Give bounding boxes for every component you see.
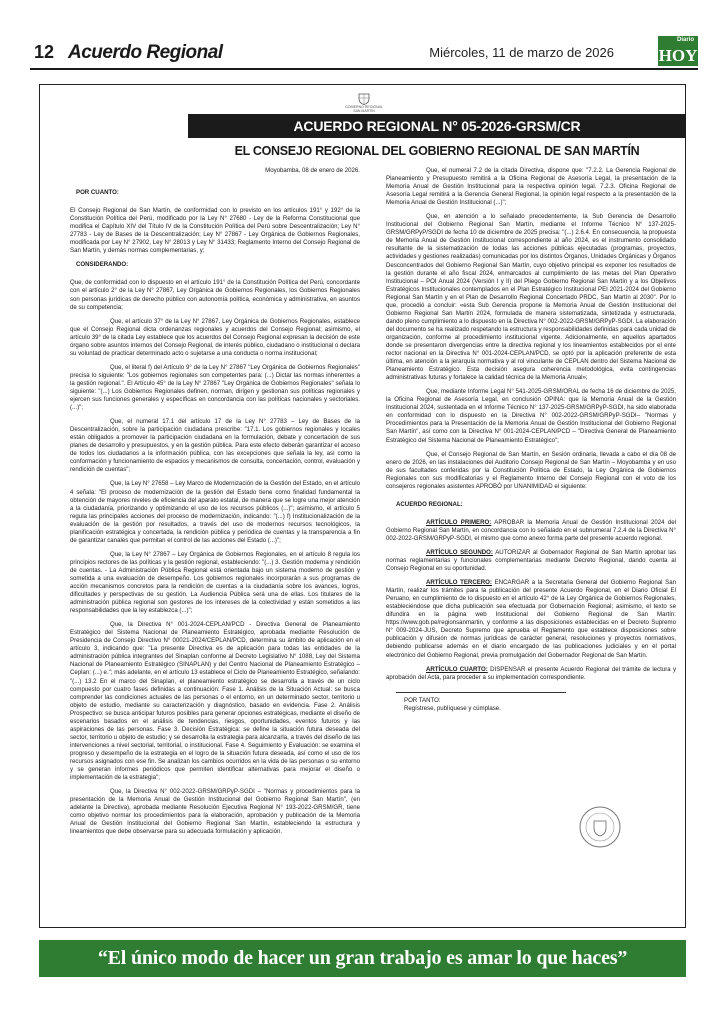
- section-title: Acuerdo Regional: [68, 42, 223, 63]
- paragraph: Que, el artículo 37° de la Ley N° 27867, Ley Orgánica de Gobiernos Regionales, establece que el Consejo Regional dicta ordenanzas regionales y acuerdos del Consejo Regional; asimismo, el artículo 39° de la citada Ley establece que los acuerdos del Consejo Regional expresan la decisión de este órgano sobre asuntos internos del Consejo Regional, de interés público, ciudadano o institucional o declara su voluntad de practicar determinado acto o sujetarse a una conducta o norma institucional;: [70, 317, 360, 357]
- paragraph: Que, en atención a lo señalado precedentemente, la Sub Gerencia de Desarrollo Institucional del Gobierno Regional San Martín, mediante el Informe Técnico N° 137-2025-GRSM/GRPyP/SGDI de fecha 10 de diciembre de 2025 precisa: "(...) 2.6.4. En consecuencia, la propuesta de Memoria Anual de Gestión Institucional correspondiente al año 2024, es el instrumento consolidado resultante de la sistematización de todas las acciones públicas ejecutadas (programas, proyectos, actividades y gestiones realizadas) comunicadas por los distintos Órganos, Unidades Orgánicas y Órganos Desconcentrados del Gobierno Regional San Martín, cuyo objetivo principal es exponer los resultados de la gestión durante el año fiscal 2024, enmarcados al cumplimiento de las metas del Plan Operativo Institucional – POI Anual 2024 (Versión I y II) del Pliego Gobierno Regional San Martín y a los Objetivos Estratégicos Institucionales contemplados en el Plan Estratégico Institucional PEI 2021-2024 del Gobierno Regional San Martín y en el Plan de Desarrollo Regional Concertado PRDC, San Martín al 2030". Por lo que, procedió a concluir: «esta Sub Gerencia propone la Memoria Anual de Gestión Institucional del Gobierno Regional San Martín 2024, formulada de manera sistematizada, sintetizada y estructurada, dando pleno cumplimiento a lo dispuesto en la Directiva N° 002-2022-GRSM/GRPyP-SGDI. La elaboración del documento se ha realizado respetando la estructura y responsabilidades definidas para cada unidad de organización, conforme al procedimiento institucional vigente. Adicionalmente, en aquellos apartados donde se presentaron divergencias entre la directiva regional y los lineamientos establecidos por el ente rector nacional en la Directiva N° 001-2024-CEPLAN/PCD, se optó por la aplicación preferente de esta última, en atención a la jerarquía normativa y al rol vinculante de CEPLAN dentro del Sistema Nacional de Planeamiento Estratégico. Esta decisión asegura coherencia metodológica, evita contingencias administrativas futuras y fortalece la calidad técnica de la Memoria Anual»;: [386, 213, 676, 382]
- paragraph: Que, el numeral 17.1 del artículo 17 de la Ley N° 27783 – Ley de Bases de la Descentralización, sobre la participación ciudadana prescribe: "17.1. Los gobiernos regionales y locales están obligados a promover la participación ciudadana en la formulación, debate y concertación de sus planes de desarrollo y presupuestos, y en la gestión pública. Para este efecto deberán garantizar el acceso de todos los ciudadanos a la información pública, con las excepciones que señala la ley, así como la conformación y funcionamiento de espacios y mecanismos de consulta, concertación, control, evaluación y rendición de cuentas";: [70, 418, 360, 474]
- paragraph: Que, la Directiva N° 001-2024-CEPLAN/PCD - Directiva General de Planeamiento Estratégico del Sistema Nacional de Planeamiento Estratégico, aprobada mediante Resolución de Presidencia de Consejo Directivo N° 00021-2024/CEPLAN/PCD, determina su ámbito de aplicación en el artículo 3, indicando que: "La presente Directiva es de aplicación para todas las entidades de la administración pública integrantes del Sinaplan conforme al Decreto Legislativo N° 1088, Ley del Sistema Nacional de Planeamiento Estratégico (SINAPLAN) y del Centro Nacional de Planeamiento Estratégico – Ceplan: (...) e."; más adelante, en el artículo 13 establece el Ciclo de Planeamiento Estratégico, señalando: "(...) 13.2 En el marco del Sinaplan, el planeamiento estratégico se desarrolla a través de un ciclo compuesto por cuatro fases definidas a continuación: Fase 1. Análisis de la Situación Actual: se busca comprender las condiciones actuales de las personas o el entorno, en un determinado sector, territorio u objeto de estudio, mediante su caracterización y diagnóstico, basado en evidencia. Fase 2. Análisis Prospectivo: se busca anticipar futuros posibles para generar opciones estratégicas, mediante el diseño de escenarios basados en el análisis de tendencias, riesgos, oportunidades, eventos futuros y las aspiraciones de las personas. Fase 3. Decisión Estratégica: se define la situación futura deseada del sector, territorio u objeto de estudio; y se desarrolla la estrategia para alcanzarla, a través del diseño de las intervenciones a nivel sectorial, territorial, o institucional. Fase 4. Seguimiento y Evaluación: se examina el progreso y desempeño de la estrategia en el logro de la situación futura deseada, así como el uso de los recursos asignados con ese fin. Se analizan los cambios ocurridos en la vida de las personas o su entorno y se generan informes periódicos que permiten identificar alternativas para mejorar el diseño o implementación de la estrategia";: [70, 621, 360, 782]
- document-title: ACUERDO REGIONAL N° 05-2026-GRSM/CR: [188, 114, 686, 138]
- article-3-label: ARTÍCULO TERCERO:: [426, 579, 492, 587]
- logo-main-text: HOY: [658, 46, 698, 65]
- paragraph: Que, el Consejo Regional de San Martín, en Sesión ordinaria, llevada a cabo el día 08 de enero de 2026, en las instalaciones del Auditorio Consejo Regional de San Martín – Moyobamba y en uso de sus facultades conferidas por la Constitución Política de Estado, la Ley Orgánica de Gobiernos Regionales con sus modificatorias y el Reglamento Interno del Consejo Regional con el voto de los consejeros regionales asistentes APROBÓ por UNANIMIDAD el siguiente:: [386, 450, 676, 490]
- article-2: [386, 549, 676, 573]
- article-1: [386, 519, 676, 543]
- considerando-heading: CONSIDERANDO:: [76, 261, 129, 269]
- article-1-label: ARTÍCULO PRIMERO:: [426, 518, 492, 526]
- page-number: 12: [34, 42, 55, 62]
- emblem-line2: SAN MARTÍN: [353, 109, 375, 113]
- paragraph: Que, la Directiva N° 002-2022-GRSM/GRPyP-SGDI – "Normas y procedimientos para la presentación de la Memoria Anual de Gestión Institucional del Gobierno Regional San Martín", (en adelante la Directiva), aprobada mediante Resolución Ejecutiva Regional N° 193-2022-GRSM/GR, tiene como objetivo normar los procedimientos para la elaboración, aprobación y publicación de la Memoria Anual de Gestión Institucional del Gobierno Regional San Martín, estableciendo la estructura y lineamientos que debe observarse para su adecuada formulación y aplicación.: [70, 788, 360, 836]
- page-date: Miércoles, 11 de marzo de 2026: [429, 45, 614, 60]
- left-column: [70, 167, 360, 922]
- document-subtitle: EL CONSEJO REGIONAL DEL GOBIERNO REGIONAL DE SAN MARTÍN: [234, 144, 640, 158]
- page-header: [30, 36, 698, 68]
- article-3: [386, 579, 676, 659]
- coat-of-arms-icon: [357, 93, 371, 105]
- paragraph: Que, mediante Informe Legal N° 541-2025-GRSM/ORAL de fecha 16 de diciembre de 2025, la Oficina Regional de Asesoría Legal, en conclusión OPINA: que la Memoria Anual de la Gestión Institucional 2024, sustentada en el Informe Técnico N° 137-2025-GRSM/GRPyP-SGDI, ha sido elaborada en conformidad con lo dispuesto en la Directiva N° 002-2022-GRSM/GRPyP-SGDI– "Normas y Procedimientos para la Presentación de la Memoria Anual de Gestión Institucional del Gobierno Regional San Martín", así como con la Directiva N° 001-2024-CEPLAN/PCD – "Directiva General de Planeamiento Estratégico del Sistema Nacional de Planeamiento Estratégico";: [386, 388, 676, 444]
- paragraph: Que, el numeral 7.2 de la citada Directiva, dispone que: "7.2.2. La Gerencia Regional de Planeamiento y Presupuesto remitirá a la Oficina Regional de Asesoría Legal, la presentación de la Memoria Anual de Gestión Institucional para la respectiva opinión legal. 7.2.3. Oficina Regional de Asesoría Legal remitirá a la Gerencia General Regional, la opinión legal respecto a la presentación de la Memoria Anual de Gestión Institucional (...)";: [386, 167, 676, 207]
- logo-top-text: Diario: [658, 36, 698, 45]
- acuerdo-heading: ACUERDO REGIONAL:: [396, 500, 463, 508]
- paragraph: Que, el literal f) del Artículo 9° de la Ley N° 27867 "Ley Orgánica de Gobiernos Regionales" precisa lo siguiente: "Los gobiernos regionales son competentes para: (...) Dictar las normas inherentes a la gestión regional.". El Artículo 45° de la Ley N° 27867 "Ley Orgánica de Gobiernos Regionales" señala lo siguiente: "(...) Los Gobiernos Regionales definen, norman, dirigen y gestionan sus políticas regionales y ejercen sus funciones generales y específicas en concordancia con las políticas nacionales y sectoriales. (...)";: [70, 363, 360, 412]
- paragraph: Que, de conformidad con lo dispuesto en el artículo 191° de la Constitución Política del Perú, concordante con el artículo 2° de la Ley N° 27867, Ley Orgánica de Gobiernos Regionales, los Gobiernos Regionales son personas jurídicas de derecho público con autonomía política, económica y administrativa, en asuntos de su competencia;: [70, 279, 360, 311]
- paragraph: Que, la Ley N° 27658 – Ley Marco de Modernización de la Gestión del Estado, en el artículo 4 señala: "El proceso de modernización de la gestión del Estado tiene como finalidad fundamental la obtención de mayores niveles de eficiencia del aparato estatal, de manera que se logre una mejor atención a la ciudadanía, priorizando y optimizando el uso de los recursos públicos (...)"; asimismo, el artículo 5 regula las principales acciones del proceso de modernización, indicando: "(...) f) Institucionalización de la evaluación de la gestión por resultados, a través del uso de modernos recursos tecnológicos, la planificación estratégica y concertada, la rendición pública y periódica de cuentas y la transparencia a fin de garantizar canales que permitan el control de las acciones del Estado (...)";: [70, 480, 360, 544]
- right-column: [386, 167, 676, 922]
- article-2-label: ARTÍCULO SEGUNDO:: [426, 548, 493, 556]
- article-4-text: DISPENSAR el presente Acuerdo Regional del trámite de lectura y aprobación del Acta, para proceder a su implementación correspondiente.: [386, 665, 676, 681]
- emblem-line1: GOBIERNO REGIONAL: [345, 105, 383, 109]
- article-2-text: AUTORIZAR al Gobernador Regional de San Martín aprobar las normas reglamentarias y funcionales complementarias mediante Decreto Regional, dando cuenta al Consejo Regional en su oportunidad.: [386, 548, 676, 573]
- date-line: Moyobamba, 08 de enero de 2026.: [265, 167, 360, 174]
- article-3-text: ENCARGAR a la Secretaria General del Gobierno Regional San Martín, realizar los trámites para la publicación del presente Acuerdo Regional, en el Diario Oficial El Peruano, en cumplimiento de lo dispuesto en el artículo 42° de la Ley Orgánica de Gobiernos Regionales, estableciéndose que dicha publicación sea efectuada por Gobernación Regional; asimismo, el texto se difundirá en la página web Institucional del Gobierno Regional de San Martín: https://www.gob.pe/regionsanmartin, y conforme a las disposiciones establecidas en el Decreto Supremo N° 009-2024-JUS, Decreto Supremo que aprueba el Reglamento que establece disposiciones sobre publicación y difusión de normas jurídicas de carácter general, resoluciones y proyectos normativos, debiendo publicarse además en el diario encargado de las publicaciones judiciales y en el portal electrónico del Gobierno Regional, previa promulgación del Gobernador Regional de San Martín.: [386, 579, 676, 659]
- document-frame: [39, 84, 686, 928]
- paragraph: Que, la Ley N° 27867 – Ley Orgánica de Gobiernos Regionales, en el artículo 8 regula los principios rectores de las políticas y la gestión regional, estableciendo: "(...) 3. Gestión moderna y rendición de cuentas. - La Administración Pública Regional está orientada bajo un sistema moderno de gestión y sometida a una evaluación de desempeño. Los gobiernos regionales incorporarán a sus programas de acción mecanismos concretos para la rendición de cuentas a la ciudadanía sobre los avances, logros, dificultades y perspectivas de su gestión. La Audiencia Pública será una de ellas. Los titulares de la administración pública regional son gestores de los intereses de la colectividad y están sometidos a las responsabilidades que la ley establezca (...)";: [70, 550, 360, 615]
- por-tanto: POR TANTO:: [404, 696, 441, 704]
- footer-motto: “El único modo de hacer un gran trabajo es amar lo que haces”: [39, 940, 686, 977]
- paragraph: El Consejo Regional de San Martín, de conformidad con lo previsto en los artículos 191° y 192° de la Constitución Política del Perú, modificado por la Ley N° 27680 - Ley de la Reforma Constitucional que modifica el Capítulo XIV del Título IV de la Constitución Política del Perú sobre Descentralización; Ley N° 27783 - Ley de Bases de la Descentralización; Ley N° 27867 - Ley Orgánica de Gobiernos Regionales, modificada por Ley N° 27902, Ley N° 28013 y Ley N° 31433; Reglamento Interno del Consejo Regional de San Martín, y demás normas complementarias, y;: [70, 207, 360, 255]
- article-1-text: APROBAR la Memoria Anual de Gestión Institucional 2024 del Gobierno Regional San Martín, en concordancia con lo señalado en el subnumeral 7.2.4 de la Directiva N° 002-2022-GRSM/GRPyP-SGDI, el mismo que como anexo forma parte del presente acuerdo regional.: [386, 518, 676, 542]
- official-seal-icon: [578, 805, 622, 849]
- header-rule: [30, 68, 698, 70]
- por-cuanto-heading: POR CUANTO:: [76, 189, 119, 197]
- article-4-label: ARTÍCULO CUARTO:: [426, 665, 488, 673]
- signature-line: [396, 692, 566, 693]
- registrese-text: Regístrese, publíquese y cúmplase.: [404, 704, 501, 712]
- article-4: [386, 666, 676, 682]
- newspaper-logo[interactable]: [658, 36, 698, 66]
